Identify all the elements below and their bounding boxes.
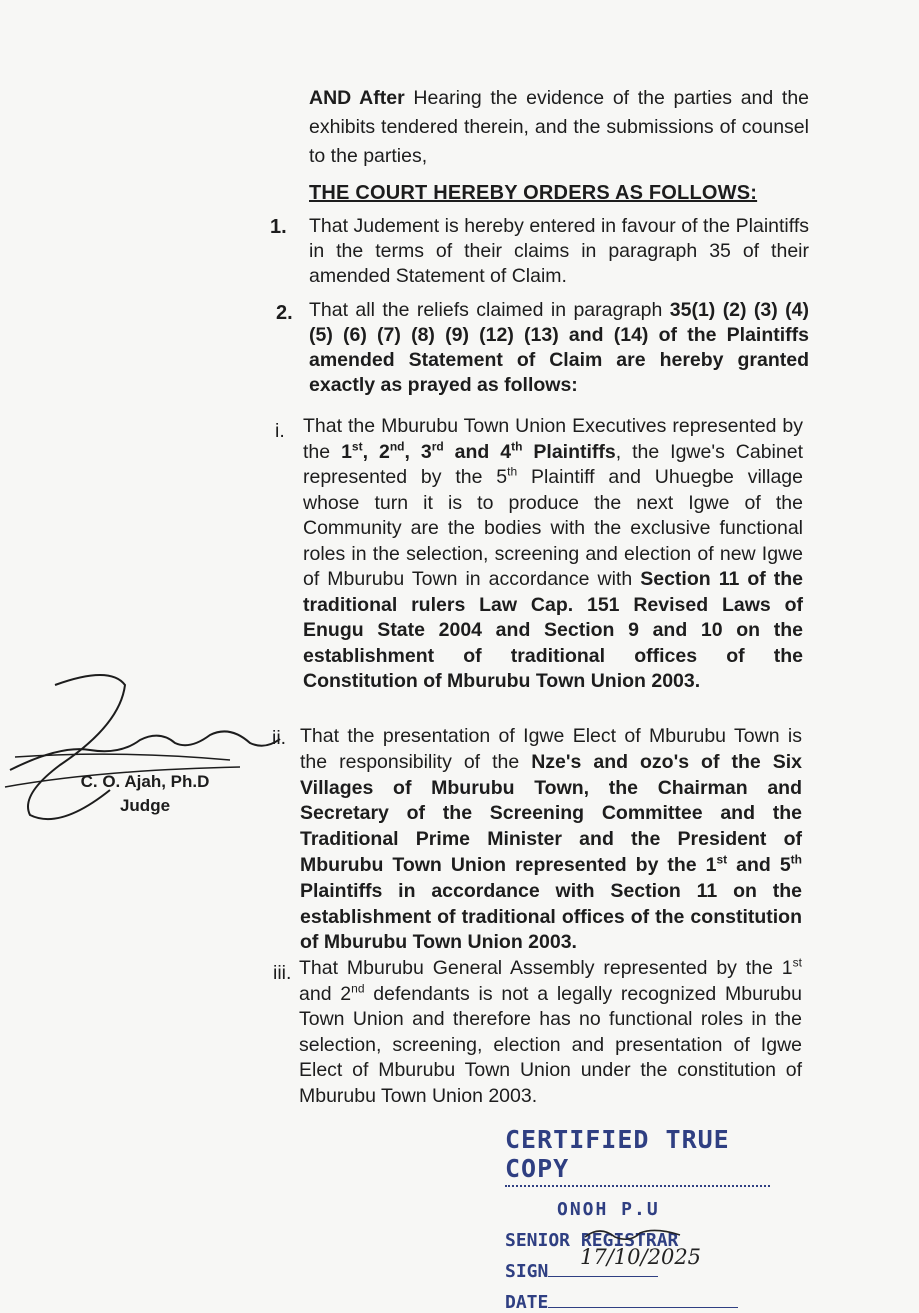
relief-ii-b-sup: st (716, 852, 728, 867)
relief-ii-c-sup: th (790, 852, 802, 867)
stamp-role: SENIOR REGISTRAR (505, 1230, 679, 1251)
relief-i-b-sup: st (351, 439, 363, 453)
stamp-date-line (548, 1293, 738, 1308)
stamp-registrar-name: ONOH P.U (557, 1199, 660, 1220)
orders-heading: THE COURT HEREBY ORDERS AS FOLLOWS: (309, 182, 758, 204)
relief-numeral-iii: iii. (273, 962, 292, 984)
stamp-date-row (505, 1292, 805, 1313)
stamp-date-label: DATE (505, 1292, 549, 1313)
relief-ii-b: Nze's and ozo's of the Six Villages of Mburubu Town, the Chairman and Secretary of the Screening Committee and the Traditional Prime Minister and the President of Mburubu Town Union represented by the 1 (300, 750, 802, 876)
order-2-text (309, 298, 809, 398)
relief-iii-a-sup: st (792, 955, 802, 970)
signature-block (30, 770, 260, 818)
relief-ii-a: That the presentation of Igwe Elect of Mburubu Town is the responsibility of the (300, 725, 802, 773)
relief-numeral-ii: ii. (272, 727, 287, 749)
relief-iii-c: defendants is not a legally recognized Mburubu Town Union and therefore has no functional roles in the selection, screening, election and presentation of Igwe Elect of Mburubu Town Union under the constitution of Mburubu Town Union 2003. (299, 982, 802, 1107)
judge-title: Judge (119, 796, 171, 815)
relief-ii-c: and 5 (727, 853, 791, 876)
intro-lead: AND After (309, 87, 405, 109)
intro-text: Hearing the evidence of the parties and the exhibits tendered therein, and the submissions of counsel to the parties, (309, 87, 810, 167)
relief-i-g-sup: th (507, 464, 518, 479)
order-2-plain: That all the reliefs claimed in paragraph (309, 299, 663, 321)
relief-iii-a: That Mburubu General Assembly represented by the 1 (299, 957, 793, 979)
relief-i-c: , 2 (362, 440, 390, 463)
order-number-2: 2. (276, 302, 293, 324)
relief-i-d: , 3 (404, 440, 432, 463)
relief-iii-b-sup: nd (351, 981, 365, 995)
relief-i-i: Section 11 of the traditional rulers Law Cap. 151 Revised Laws of Enugu State 2004 and Section 9 and 10 on the establishment of traditional offices of the Constitution of Mburubu Town Union 2003. (303, 568, 804, 692)
relief-ii-text (300, 724, 802, 956)
order-number-1: 1. (270, 216, 287, 238)
intro-paragraph (309, 84, 809, 171)
stamp-title: CERTIFIED TRUE COPY (505, 1125, 770, 1187)
relief-iii-text (299, 956, 802, 1109)
relief-iii-b: and 2 (299, 982, 352, 1005)
handwritten-date: 17/10/2025 (580, 1245, 702, 1269)
relief-i-h: Plaintiff and Uhuegbe village whose turn it is to produce the next Igwe of the Community are the bodies with the exclusive functional roles in the selection, screening and election of new Igwe of Mburubu Town in accordance with (303, 466, 804, 590)
relief-i-a: That the Mburubu Town Union Executives represented by the (303, 415, 803, 463)
relief-i-text (303, 414, 803, 695)
relief-i-b: 1 (341, 440, 352, 463)
relief-i-f: Plaintiffs (522, 440, 616, 463)
certified-stamp (505, 1125, 805, 1313)
relief-i-e: and 4 (443, 440, 512, 463)
order-2-bold: 35(1) (2) (3) (4) (5) (6) (7) (8) (9) (12) (13) and (14) of the Plaintiffs amended Statement of Claim are hereby granted exactly as prayed as follows: (309, 299, 809, 396)
relief-i-c-sup: nd (389, 439, 405, 453)
relief-i-g: , the Igwe's Cabinet represented by the 5 (303, 440, 803, 488)
order-1-text: That Judement is hereby entered in favour of the Plaintiffs in the terms of their claims in paragraph 35 of their amended Statement of Claim. (309, 215, 809, 287)
relief-i-e-sup: th (511, 439, 523, 453)
judge-name: C. O. Ajah, Ph.D (80, 772, 210, 791)
relief-ii-d: Plaintiffs in accordance with Section 11 on the establishment of traditional offices of the constitution of Mburubu Town Union 2003. (300, 879, 802, 954)
stamp-sign-label: SIGN (505, 1261, 549, 1282)
relief-numeral-i: i. (275, 420, 285, 442)
registrar-signature-icon (580, 1225, 690, 1245)
relief-i-d-sup: rd (431, 439, 444, 453)
